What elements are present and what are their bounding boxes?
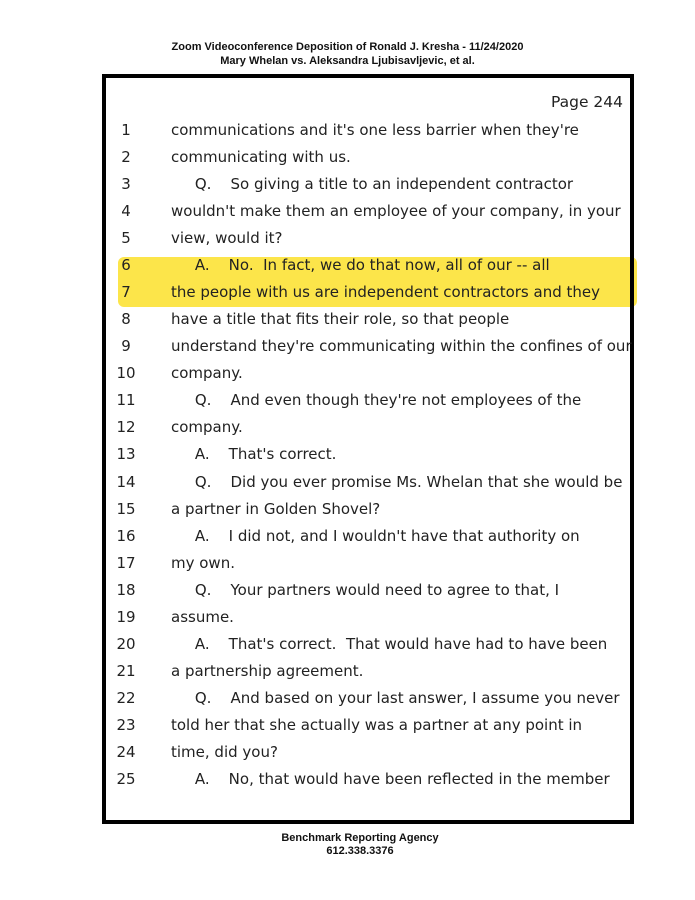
line-text: A. No. In fact, we do that now, all of our -- all [171, 256, 550, 275]
line-number: 20 [116, 634, 136, 653]
line-text: A. That's correct. That would have had to have been [171, 634, 608, 653]
transcript-line [0, 414, 695, 441]
transcript-line [0, 306, 695, 333]
line-text: Q. And even though they're not employees of the [171, 391, 582, 410]
transcript-line [0, 333, 695, 360]
deposition-footer [0, 832, 695, 858]
line-text: my own. [171, 553, 235, 572]
transcript-line [0, 577, 695, 604]
line-text: wouldn't make them an employee of your company, in your [171, 202, 621, 221]
page-number: Page 244 [550, 93, 623, 111]
transcript-line [0, 631, 695, 658]
transcript-line [0, 387, 695, 414]
line-text: a partnership agreement. [171, 661, 364, 680]
line-text: company. [171, 364, 243, 383]
transcript-line [0, 496, 695, 523]
transcript-line [0, 712, 695, 739]
line-number: 4 [121, 202, 131, 221]
transcript-line [0, 252, 695, 279]
agency-phone: 612.338.3376 [326, 845, 394, 857]
transcript-line [0, 766, 695, 793]
line-text: told her that she actually was a partner at any point in [171, 715, 583, 734]
deposition-title: Zoom Videoconference Deposition of Ronald J. Kresha - 11/24/2020 [171, 41, 524, 53]
transcript-line [0, 523, 695, 550]
line-number: 18 [116, 580, 136, 599]
line-text: understand they're communicating within the confines of our [171, 337, 632, 356]
line-number: 19 [116, 607, 136, 626]
line-text: company. [171, 418, 243, 437]
line-number: 5 [121, 229, 131, 248]
line-text: communicating with us. [171, 148, 351, 167]
line-number: 3 [121, 175, 131, 194]
transcript-line [0, 117, 695, 144]
line-number: 22 [116, 688, 136, 707]
line-text: time, did you? [171, 742, 278, 761]
transcript-line [0, 171, 695, 198]
transcript-line [0, 550, 695, 577]
line-number: 9 [121, 337, 131, 356]
transcript-line [0, 198, 695, 225]
line-number: 2 [121, 148, 131, 167]
line-number: 25 [116, 769, 136, 788]
transcript-line [0, 604, 695, 631]
line-text: Q. Your partners would need to agree to that, I [171, 580, 560, 599]
transcript-line [0, 279, 695, 306]
transcript-line [0, 441, 695, 468]
transcript-line [0, 469, 695, 496]
line-number: 8 [121, 310, 131, 329]
line-text: communications and it's one less barrier when they're [171, 121, 579, 139]
line-text: A. That's correct. [171, 445, 337, 464]
line-text: Q. And based on your last answer, I assume you never [171, 688, 620, 707]
line-number: 1 [121, 121, 131, 139]
line-number: 23 [116, 715, 136, 734]
line-number: 10 [116, 364, 136, 383]
line-text: Q. Did you ever promise Ms. Whelan that she would be [171, 472, 623, 491]
transcript-line [0, 360, 695, 387]
line-number: 16 [116, 526, 136, 545]
line-text: A. I did not, and I wouldn't have that authority on [171, 526, 580, 545]
transcript-line [0, 739, 695, 766]
line-number: 17 [116, 553, 136, 572]
line-text: A. No, that would have been reflected in the member [171, 769, 610, 788]
line-number: 15 [116, 499, 136, 518]
line-number: 12 [116, 418, 136, 437]
line-number: 13 [116, 445, 136, 464]
line-text: have a title that fits their role, so that people [171, 310, 510, 329]
deposition-header [0, 40, 695, 68]
line-text: the people with us are independent contractors and they [171, 283, 601, 302]
transcript-line [0, 144, 695, 171]
line-text: a partner in Golden Shovel? [171, 499, 381, 518]
transcript-line [0, 658, 695, 685]
line-number: 6 [121, 256, 131, 275]
transcript-line [0, 225, 695, 252]
line-number: 11 [116, 391, 136, 410]
line-number: 24 [116, 742, 136, 761]
line-number: 14 [116, 472, 136, 491]
line-number: 21 [116, 661, 136, 680]
transcript-line [0, 685, 695, 712]
line-text: Q. So giving a title to an independent contractor [171, 175, 574, 194]
agency-name: Benchmark Reporting Agency [281, 832, 439, 844]
case-caption: Mary Whelan vs. Aleksandra Ljubisavljevic, et al. [220, 55, 475, 67]
line-text: view, would it? [171, 229, 283, 248]
line-number: 7 [121, 283, 131, 302]
line-text: assume. [171, 607, 234, 626]
